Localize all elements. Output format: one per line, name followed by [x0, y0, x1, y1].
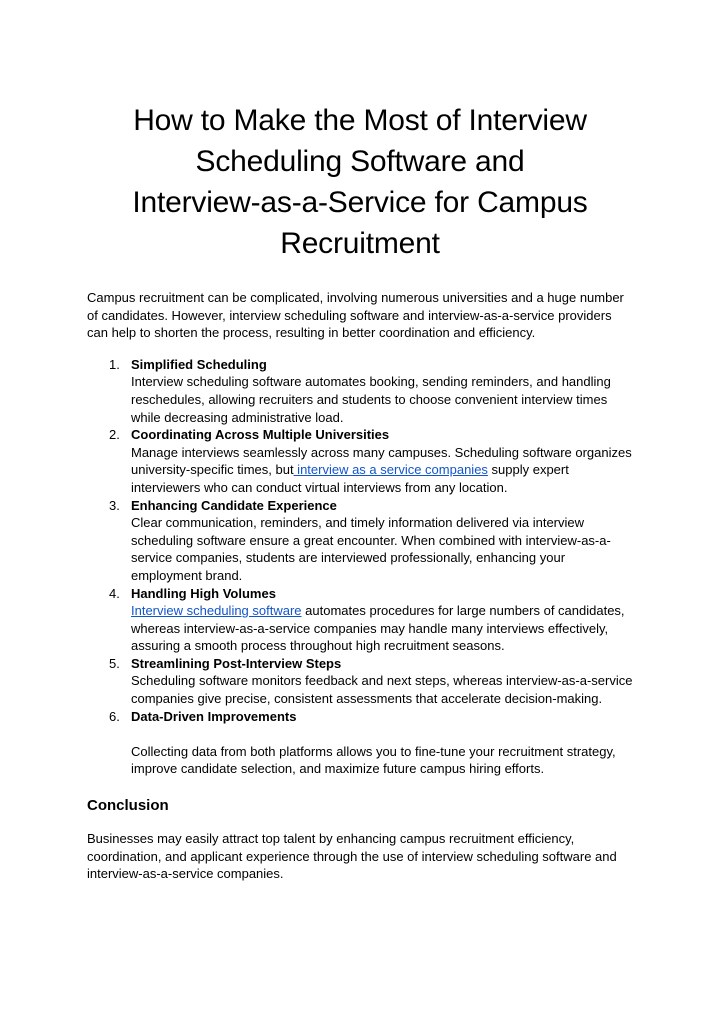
list-item-text: Clear communication, reminders, and timely information delivered via interview scheduling software ensure a great encounter. When combined with interview-as-a-service companies, students are interviewed professionally, enhancing your employment brand. — [131, 515, 611, 583]
list-number: 4. — [109, 585, 120, 601]
list-number: 1. — [109, 356, 120, 372]
text-segment: Manage interviews seamlessly across many campuses. Scheduling software organizes university-specific times, but — [131, 444, 632, 478]
title-line: Recruitment — [280, 227, 440, 260]
title-line: How to Make the Most of Interview — [133, 104, 587, 137]
list-number: 5. — [109, 655, 120, 671]
list-item-text: Collecting data from both platforms allows you to fine-tune your recruitment strategy, improve candidate selection, and maximize future campus hiring efforts. — [131, 743, 616, 777]
list-item-text — [131, 602, 633, 655]
list-item-heading: Simplified Scheduling — [131, 356, 267, 372]
conclusion-heading: Conclusion — [87, 797, 169, 815]
numbered-list — [87, 356, 633, 778]
title-line: Scheduling Software and — [195, 145, 525, 178]
list-item — [87, 497, 633, 585]
text-segment: supply expert interviewers who can conduct virtual interviews from any location. — [131, 462, 569, 495]
list-item-text — [131, 444, 633, 497]
list-number: 2. — [109, 427, 120, 443]
list-number: 6. — [109, 708, 120, 724]
list-item-heading: Coordinating Across Multiple Universities — [131, 427, 390, 443]
list-number: 3. — [109, 497, 120, 513]
list-item-heading: Data-Driven Improvements — [131, 708, 297, 724]
list-item-heading: Handling High Volumes — [131, 585, 276, 601]
document-title — [87, 100, 633, 264]
list-item-text: Scheduling software monitors feedback and next steps, whereas interview-as-a-service companies give precise, consistent assessments that accelerate decision-making. — [131, 673, 633, 707]
list-item — [87, 585, 633, 655]
list-item — [87, 356, 633, 426]
list-item-text: Interview scheduling software automates booking, sending reminders, and handling reschedules, allowing recruiters and students to choose convenient interview times while decreasing administrative load. — [131, 374, 611, 425]
conclusion-paragraph: Businesses may easily attract top talent by enhancing campus recruitment efficiency, coordination, and applicant experience through the use of interview scheduling software and interview-as-a-service companies. — [87, 831, 617, 882]
list-item-heading: Streamlining Post-Interview Steps — [131, 655, 342, 671]
interview-as-a-service-link[interactable]: interview as a service companies — [293, 462, 488, 478]
interview-scheduling-software-link[interactable]: Interview scheduling software — [131, 603, 302, 619]
intro-paragraph: Campus recruitment can be complicated, involving numerous universities and a huge number of candidates. However, interview scheduling software and interview-as-a-service providers can help to shorten the process, resulting in better coordination and efficiency. — [87, 290, 624, 341]
list-item-heading: Enhancing Candidate Experience — [131, 497, 337, 513]
list-item — [87, 708, 633, 778]
text-segment: automates procedures for large numbers of candidates, whereas interview-as-a-service companies may handle many interviews effectively, assuring a smooth process throughout high recruitment seasons. — [131, 603, 625, 654]
title-line: Interview-as-a-Service for Campus — [132, 186, 588, 219]
list-item — [87, 426, 633, 496]
list-item — [87, 655, 633, 708]
